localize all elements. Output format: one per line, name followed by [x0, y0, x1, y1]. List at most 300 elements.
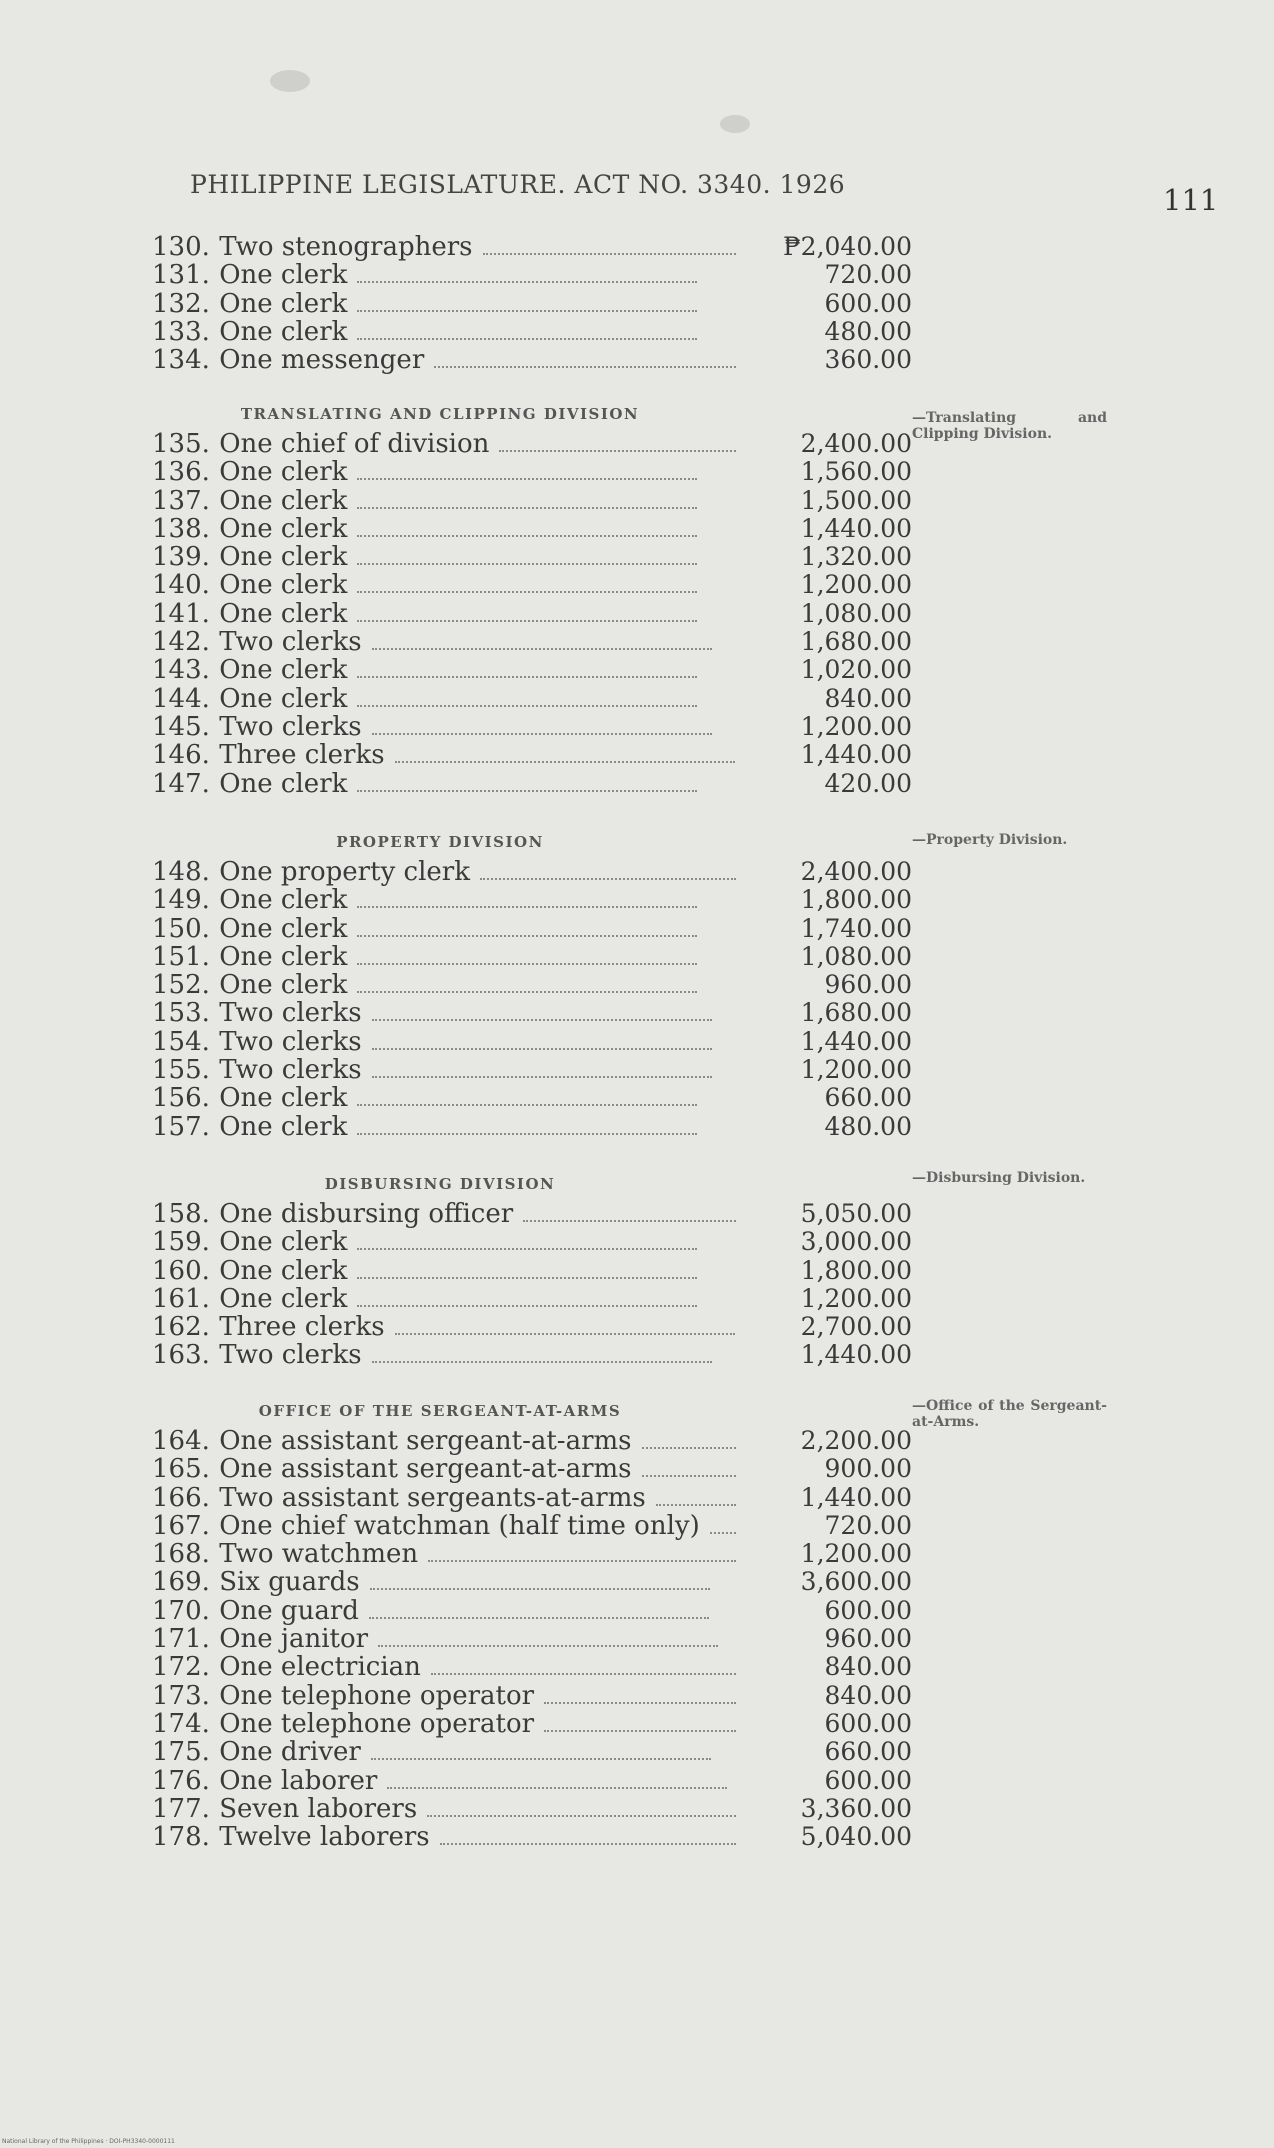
item-description	[219, 1738, 744, 1766]
item-number: 163.	[152, 1340, 210, 1371]
item-amount: 1,680.00	[800, 627, 912, 657]
item-description-text: One clerk	[219, 599, 348, 629]
item-description-text: One clerk	[219, 971, 348, 1000]
item-amount: 600.00	[824, 1708, 912, 1738]
item-number: 173.	[152, 1680, 210, 1711]
item-description-text: One clerk	[219, 684, 348, 713]
item-description-text: Two clerks	[219, 999, 362, 1028]
item-amount: 840.00	[824, 1652, 912, 1682]
line-item	[152, 1228, 912, 1256]
item-description	[219, 1455, 744, 1483]
line-item	[152, 318, 912, 346]
line-item	[152, 600, 912, 628]
item-number: 156.	[152, 1083, 210, 1114]
dot-leader	[642, 1475, 736, 1477]
dot-leader	[357, 281, 697, 283]
line-item	[152, 1313, 912, 1341]
item-number: 142.	[152, 627, 210, 658]
margin-note-translating: —Translating and Clipping Division.	[912, 410, 1107, 442]
item-description	[219, 487, 744, 515]
item-description-text: One clerk	[219, 261, 348, 290]
item-description	[219, 915, 744, 943]
line-item	[152, 1795, 912, 1823]
line-item	[152, 1455, 912, 1483]
line-item	[152, 999, 912, 1027]
item-number: 152.	[152, 970, 210, 1001]
item-number: 155.	[152, 1055, 210, 1086]
dot-leader	[372, 648, 712, 650]
line-item	[152, 1084, 912, 1112]
item-amount: 5,040.00	[800, 1822, 912, 1852]
item-description	[219, 1823, 744, 1851]
dot-leader	[372, 1048, 712, 1050]
item-description-text: One driver	[219, 1738, 361, 1767]
item-amount: ₱2,040.00	[783, 232, 912, 261]
line-item	[152, 1484, 912, 1512]
line-item	[152, 346, 912, 374]
line-item	[152, 1710, 912, 1738]
page-number: 111	[1163, 183, 1219, 217]
item-description	[219, 943, 744, 971]
item-amount: 1,440.00	[800, 1482, 912, 1512]
item-description-text: Three clerks	[219, 741, 385, 770]
item-number: 145.	[152, 711, 210, 742]
item-description-text: One clerk	[219, 1256, 348, 1285]
item-number: 159.	[152, 1227, 210, 1258]
dot-leader	[357, 705, 697, 707]
item-number: 174.	[152, 1708, 210, 1739]
item-number: 154.	[152, 1026, 210, 1057]
line-item	[152, 261, 912, 289]
item-description	[219, 1568, 744, 1596]
item-number: 162.	[152, 1312, 210, 1343]
item-number: 133.	[152, 316, 210, 347]
dot-leader	[371, 1758, 711, 1760]
item-amount: 1,560.00	[800, 457, 912, 487]
item-amount: 1,080.00	[800, 598, 912, 628]
item-number: 149.	[152, 885, 210, 916]
line-item	[152, 233, 912, 261]
dot-leader	[642, 1447, 736, 1449]
item-description	[219, 515, 744, 543]
item-description-text: Two stenographers	[219, 233, 473, 262]
item-description-text: One clerk	[219, 514, 348, 544]
section-heading: TRANSLATING AND CLIPPING DIVISION	[240, 405, 640, 423]
item-description	[219, 1625, 744, 1653]
item-amount: 1,020.00	[800, 655, 912, 685]
dot-leader	[372, 1076, 712, 1078]
item-description	[219, 1084, 744, 1112]
item-description	[219, 600, 744, 628]
item-amount: 2,200.00	[800, 1426, 912, 1455]
item-number: 130.	[152, 232, 210, 262]
dot-leader	[544, 1730, 736, 1732]
item-amount: 1,200.00	[800, 570, 912, 600]
item-description-text: One janitor	[219, 1625, 369, 1654]
item-number: 143.	[152, 655, 210, 686]
item-number: 169.	[152, 1567, 210, 1598]
item-number: 158.	[152, 1199, 210, 1229]
item-description	[219, 543, 744, 571]
dot-leader	[357, 563, 697, 565]
item-description-text: One guard	[219, 1596, 359, 1626]
dot-leader	[372, 1361, 712, 1363]
item-description-text: Three clerks	[219, 1313, 385, 1342]
item-amount: 480.00	[824, 1111, 912, 1141]
item-description-text: One telephone operator	[219, 1681, 535, 1710]
item-amount: 1,440.00	[800, 1340, 912, 1370]
item-amount: 1,440.00	[800, 513, 912, 543]
dot-leader	[370, 1588, 710, 1590]
dot-leader	[427, 1815, 736, 1817]
dot-leader	[428, 1560, 736, 1562]
item-amount: 960.00	[824, 970, 912, 1000]
dot-leader	[357, 1248, 697, 1250]
item-description-text: One clerk	[219, 486, 348, 515]
dot-leader	[357, 790, 697, 792]
dot-leader	[357, 963, 697, 965]
dot-leader	[357, 1305, 697, 1307]
line-item	[152, 1540, 912, 1568]
item-number: 176.	[152, 1765, 210, 1796]
item-description-text: One clerk	[219, 769, 348, 798]
line-item	[152, 943, 912, 971]
item-number: 171.	[152, 1624, 210, 1655]
line-item	[152, 656, 912, 684]
item-number: 132.	[152, 288, 210, 319]
item-amount: 3,360.00	[800, 1793, 912, 1823]
dot-leader	[357, 478, 697, 480]
dot-leader	[434, 366, 736, 368]
item-description-text: One assistant sergeant-at-arms	[219, 1427, 632, 1456]
item-amount: 2,400.00	[800, 857, 912, 886]
item-description-text: Two clerks	[219, 1027, 362, 1057]
item-amount: 1,200.00	[800, 711, 912, 741]
item-amount: 1,200.00	[800, 1055, 912, 1085]
line-item	[152, 971, 912, 999]
dot-leader	[357, 591, 697, 593]
line-item	[152, 1568, 912, 1596]
item-description-text: One clerk	[219, 1112, 348, 1141]
item-amount: 1,800.00	[800, 885, 912, 915]
item-description-text: Two clerks	[219, 1341, 362, 1370]
line-item	[152, 1200, 912, 1228]
item-description	[219, 628, 744, 656]
item-number: 131.	[152, 260, 210, 291]
item-description	[219, 1512, 744, 1540]
dot-leader	[378, 1645, 718, 1647]
item-number: 148.	[152, 857, 210, 887]
line-item	[152, 1113, 912, 1141]
section-property	[152, 826, 912, 1141]
item-description	[219, 1540, 744, 1568]
item-description-text: Six guards	[219, 1568, 360, 1597]
item-description-text: One clerk	[219, 289, 348, 318]
dot-leader	[357, 1133, 697, 1135]
item-description-text: One chief watchman (half time only)	[219, 1511, 700, 1541]
item-number: 147.	[152, 768, 210, 799]
item-amount: 1,080.00	[800, 941, 912, 971]
line-item	[152, 487, 912, 515]
dot-leader	[357, 991, 697, 993]
item-description-text: One clerk	[219, 317, 348, 347]
line-item	[152, 713, 912, 741]
item-number: 151.	[152, 941, 210, 972]
item-amount: 600.00	[824, 1765, 912, 1795]
item-number: 161.	[152, 1283, 210, 1314]
section-heading: OFFICE OF THE SERGEANT-AT-ARMS	[258, 1402, 622, 1420]
smudge	[720, 115, 750, 133]
dot-leader	[357, 535, 697, 537]
section-heading: PROPERTY DIVISION	[336, 833, 544, 851]
item-description	[219, 1285, 744, 1313]
item-description-text: One assistant sergeant-at-arms	[219, 1455, 632, 1484]
item-amount: 5,050.00	[800, 1199, 912, 1228]
dot-leader	[357, 620, 697, 622]
item-number: 135.	[152, 429, 210, 459]
item-amount: 960.00	[824, 1624, 912, 1654]
line-item	[152, 1682, 912, 1710]
item-description	[219, 458, 744, 486]
item-amount: 660.00	[824, 1737, 912, 1767]
item-description-text: One clerk	[219, 942, 348, 972]
item-description	[219, 971, 744, 999]
item-amount: 600.00	[824, 1595, 912, 1625]
item-number: 150.	[152, 913, 210, 944]
item-amount: 840.00	[824, 1680, 912, 1710]
item-number: 168.	[152, 1539, 210, 1570]
line-item	[152, 1512, 912, 1540]
item-number: 141.	[152, 598, 210, 629]
item-description	[219, 430, 744, 458]
line-item	[152, 543, 912, 571]
item-description-text: One disbursing officer	[219, 1200, 514, 1229]
running-head: PHILIPPINE LEGISLATURE. ACT NO. 3340. 1926	[190, 170, 846, 199]
item-amount: 1,200.00	[800, 1539, 912, 1569]
item-description-text: One messenger	[219, 346, 425, 375]
item-description-text: Seven laborers	[219, 1794, 418, 1824]
item-number: 164.	[152, 1426, 210, 1456]
dot-leader	[499, 450, 736, 452]
item-description	[219, 1228, 744, 1256]
item-amount: 2,700.00	[800, 1312, 912, 1342]
item-amount: 1,740.00	[800, 913, 912, 943]
section-stenographic	[152, 233, 912, 374]
margin-note-property: —Property Division.	[912, 832, 1068, 848]
item-number: 136.	[152, 457, 210, 488]
line-item	[152, 1767, 912, 1795]
item-description-text: One clerk	[219, 543, 348, 572]
line-item	[152, 1341, 912, 1369]
dot-leader	[357, 310, 697, 312]
line-item	[152, 290, 912, 318]
section-sergeant-at-arms	[152, 1395, 912, 1851]
item-amount: 720.00	[824, 1510, 912, 1540]
item-number: 177.	[152, 1793, 210, 1824]
section-translating	[152, 398, 912, 798]
item-description	[219, 685, 744, 713]
item-description	[219, 1795, 744, 1823]
item-amount: 2,400.00	[800, 429, 912, 458]
dot-leader	[483, 253, 736, 255]
item-number: 137.	[152, 485, 210, 516]
margin-note-sergeant-at-arms: —Office of the Sergeant-at-Arms.	[912, 1398, 1107, 1430]
item-description	[219, 346, 744, 374]
item-description-text: One clerk	[219, 1084, 348, 1113]
item-number: 134.	[152, 345, 210, 376]
dot-leader	[357, 906, 697, 908]
line-item	[152, 770, 912, 798]
item-description-text: One chief of division	[219, 430, 490, 459]
item-description	[219, 1597, 744, 1625]
item-amount: 1,200.00	[800, 1283, 912, 1313]
item-description	[219, 1484, 744, 1512]
item-description	[219, 261, 744, 289]
item-amount: 3,000.00	[800, 1227, 912, 1257]
item-number: 139.	[152, 542, 210, 573]
item-description-text: One laborer	[219, 1766, 378, 1795]
item-amount: 840.00	[824, 683, 912, 713]
item-number: 175.	[152, 1737, 210, 1768]
dot-leader	[357, 1104, 697, 1106]
item-description	[219, 1427, 744, 1455]
item-description	[219, 886, 744, 914]
item-description-text: Two assistant sergeants-at-arms	[219, 1483, 646, 1512]
line-item	[152, 515, 912, 543]
item-description	[219, 318, 744, 346]
item-amount: 360.00	[824, 345, 912, 375]
item-number: 178.	[152, 1822, 210, 1853]
item-amount: 1,320.00	[800, 542, 912, 572]
item-number: 138.	[152, 513, 210, 544]
dot-leader	[357, 676, 697, 678]
dot-leader	[372, 1019, 712, 1021]
line-item	[152, 1597, 912, 1625]
dot-leader	[523, 1220, 736, 1222]
item-description-text: One clerk	[219, 656, 348, 685]
dot-leader	[440, 1843, 736, 1845]
item-amount: 1,500.00	[800, 485, 912, 515]
item-description	[219, 1113, 744, 1141]
item-description	[219, 770, 744, 798]
line-item	[152, 741, 912, 769]
line-item	[152, 628, 912, 656]
item-amount: 720.00	[824, 260, 912, 290]
item-description-text: Two clerks	[219, 712, 362, 742]
line-item	[152, 1625, 912, 1653]
item-description	[219, 1313, 744, 1341]
line-item	[152, 1738, 912, 1766]
item-description	[219, 233, 744, 261]
item-description	[219, 1341, 744, 1369]
item-amount: 660.00	[824, 1083, 912, 1113]
item-description	[219, 713, 744, 741]
line-item	[152, 1257, 912, 1285]
item-description	[219, 1056, 744, 1084]
item-amount: 3,600.00	[800, 1567, 912, 1597]
item-description	[219, 1710, 744, 1738]
item-description-text: One clerk	[219, 1284, 348, 1314]
dot-leader	[357, 935, 697, 937]
item-number: 140.	[152, 570, 210, 601]
item-amount: 1,440.00	[800, 740, 912, 770]
item-description	[219, 999, 744, 1027]
item-amount: 420.00	[824, 768, 912, 798]
item-number: 144.	[152, 683, 210, 714]
item-description	[219, 858, 744, 886]
item-number: 146.	[152, 740, 210, 771]
item-number: 166.	[152, 1482, 210, 1513]
line-item	[152, 1823, 912, 1851]
item-number: 170.	[152, 1595, 210, 1626]
item-amount: 600.00	[824, 288, 912, 318]
item-description	[219, 1028, 744, 1056]
line-item	[152, 1285, 912, 1313]
item-description-text: Twelve laborers	[219, 1823, 430, 1852]
item-description-text: Two clerks	[219, 628, 362, 657]
section-disbursing	[152, 1168, 912, 1370]
line-item	[152, 915, 912, 943]
dot-leader	[480, 878, 736, 880]
item-description	[219, 1767, 744, 1795]
item-description	[219, 741, 744, 769]
line-item	[152, 458, 912, 486]
item-number: 160.	[152, 1255, 210, 1286]
line-item	[152, 430, 912, 458]
item-amount: 1,800.00	[800, 1255, 912, 1285]
dot-leader	[395, 761, 735, 763]
line-item	[152, 571, 912, 599]
margin-note-disbursing: —Disbursing Division.	[912, 1170, 1086, 1186]
line-item	[152, 1653, 912, 1681]
line-item	[152, 685, 912, 713]
line-item	[152, 1028, 912, 1056]
dot-leader	[395, 1333, 735, 1335]
dot-leader	[710, 1532, 736, 1534]
item-description-text: One electrician	[219, 1653, 421, 1682]
dot-leader	[544, 1702, 736, 1704]
item-description	[219, 656, 744, 684]
item-description	[219, 1257, 744, 1285]
item-description	[219, 571, 744, 599]
dot-leader	[357, 338, 697, 340]
dot-leader	[431, 1673, 736, 1675]
item-description	[219, 290, 744, 318]
smudge	[270, 70, 310, 92]
footer-credit: National Library of the Philippines · DOI-PH3340-0000111	[2, 2138, 175, 2145]
item-description-text: One clerk	[219, 571, 348, 600]
item-number: 153.	[152, 998, 210, 1029]
item-description-text: One telephone operator	[219, 1709, 535, 1739]
item-description-text: One clerk	[219, 1228, 348, 1257]
dot-leader	[387, 1787, 727, 1789]
line-item	[152, 886, 912, 914]
item-description	[219, 1682, 744, 1710]
line-item	[152, 1427, 912, 1455]
item-amount: 1,440.00	[800, 1026, 912, 1056]
item-number: 157.	[152, 1111, 210, 1142]
item-description-text: One clerk	[219, 914, 348, 943]
item-description	[219, 1200, 744, 1228]
item-description-text: Two clerks	[219, 1056, 362, 1085]
item-description-text: One property clerk	[219, 858, 470, 887]
dot-leader	[369, 1617, 709, 1619]
item-description	[219, 1653, 744, 1681]
item-number: 165.	[152, 1454, 210, 1485]
item-amount: 900.00	[824, 1454, 912, 1484]
dot-leader	[372, 733, 712, 735]
line-item	[152, 1056, 912, 1084]
